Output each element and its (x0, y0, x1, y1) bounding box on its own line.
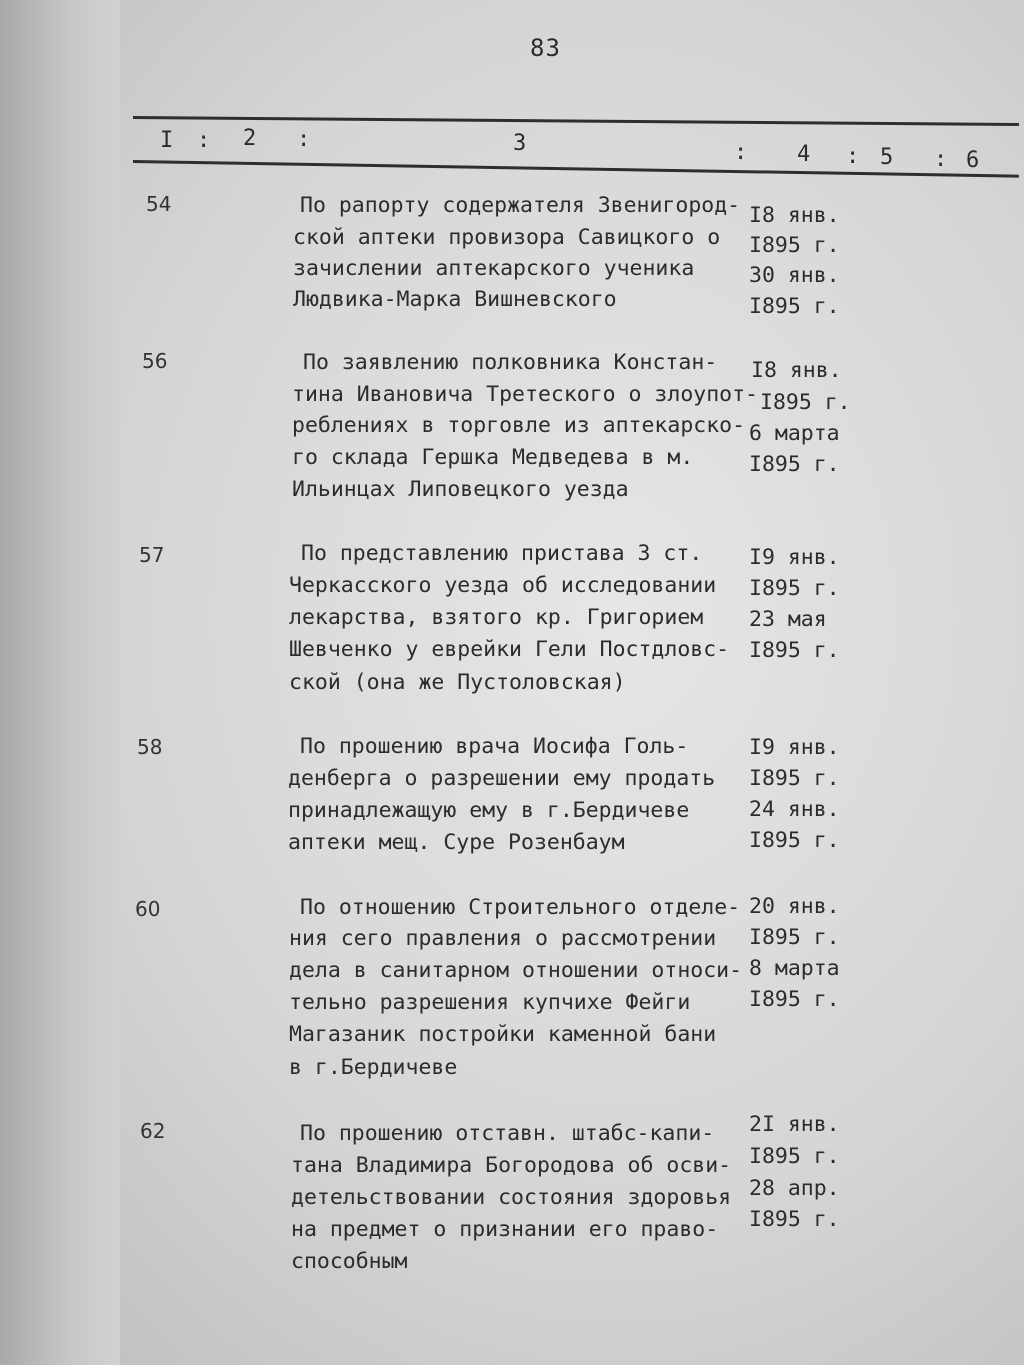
entry-description-line: детельствовании состояния здоровья (291, 1185, 732, 1210)
entry-description-line: аптеки мещ. Суре Розенбаум (288, 830, 625, 855)
entry-description-line: го склада Гершка Медведева в м. (292, 445, 694, 470)
entry-description-line: в г.Бердичеве (289, 1055, 458, 1080)
entry-number: 57 (139, 543, 165, 567)
col-header-1: I (160, 128, 174, 153)
entry-description-line: реблениях в торговле из аптекарско- (292, 413, 746, 438)
entry-date-line: I9 янв. (749, 545, 840, 570)
entry-description-line: Магазаник постройки каменной бани (289, 1022, 717, 1047)
entry-date-line: 8 марта (749, 956, 840, 981)
entry-date-line: I8 янв. (749, 203, 840, 228)
entry-date-line: 2I янв. (749, 1112, 840, 1137)
entry-date-line: I895 г. (749, 1207, 840, 1232)
entry-number: 58 (137, 735, 163, 759)
header-rule-top (133, 116, 1019, 126)
entry-description-line: По заявлению полковника Констан- (303, 350, 718, 375)
col-header-3: 3 (513, 131, 527, 156)
entry-description-line: По прошению врача Иосифа Голь- (300, 734, 689, 759)
entry-description-line: По отношению Строительного отделе- (300, 895, 741, 920)
entry-description-line: на предмет о признании его право- (291, 1217, 719, 1242)
entry-description-line: зачислении аптекарского ученика (293, 256, 695, 281)
entry-date-line: 28 апр. (749, 1176, 840, 1201)
entry-date-line: I9 янв. (749, 735, 840, 760)
entry-number: 54 (146, 192, 172, 216)
entry-description-line: Черкасского уезда об исследовании (289, 573, 717, 598)
entry-date-line: 30 янв. (749, 263, 840, 288)
entry-description-line: Ильинцах Липовецкого уезда (292, 477, 629, 502)
col-header-4: 4 (797, 142, 811, 167)
entry-description-line: денберга о разрешении ему продать (288, 766, 716, 791)
entry-date-line: I8 янв. (751, 358, 842, 383)
col-header-6: 6 (966, 148, 980, 173)
entry-description-line: По прошению отставн. штабс-капи- (300, 1121, 715, 1146)
entry-description-line: ской (она же Пустоловская) (289, 670, 626, 695)
entry-date-line: 23 мая (749, 607, 827, 632)
entry-date-line: I895 г. (749, 1144, 840, 1169)
entry-date-line: I895 г. (749, 925, 840, 950)
col-header-sep: : (297, 127, 311, 152)
entry-description-line: По рапорту содержателя Звенигород- (300, 193, 741, 218)
entry-description-line: тина Ивановича Третеского о злоупот- (292, 382, 758, 407)
entry-description-line: ния сего правления о рассмотрении (289, 926, 717, 951)
entry-date-line: 20 янв. (749, 894, 840, 919)
entry-description-line: лекарства, взятого кр. Григорием (289, 605, 704, 630)
entry-description-line: дела в санитарном отношении относи- (289, 958, 743, 983)
entry-date-line: I895 г. (749, 576, 840, 601)
col-header-5: 5 (880, 145, 894, 170)
entry-number: 56 (142, 349, 168, 373)
entry-date-line: I895 г. (749, 638, 840, 663)
entry-description-line: способным (291, 1249, 408, 1274)
entry-description-line: Людвика-Марка Вишневского (293, 287, 617, 312)
col-header-sep: : (734, 140, 748, 165)
entry-description-line: принадлежащую ему в г.Бердичеве (288, 798, 690, 823)
col-header-sep: : (197, 128, 211, 153)
entry-date-line: I895 г. (749, 987, 840, 1012)
entry-description-line: тельно разрешения купчихе Фейги (289, 990, 691, 1015)
entry-date-line: 24 янв. (749, 797, 840, 822)
entry-number: 62 (140, 1119, 166, 1143)
entry-number: 60 (135, 897, 161, 921)
col-header-sep: : (934, 147, 948, 172)
entry-date-line: 6 марта (749, 421, 840, 446)
entry-date-line: I895 г. (749, 452, 840, 477)
entry-description-line: ской аптеки провизора Савицкого о (293, 225, 721, 250)
page-left-margin (0, 0, 120, 1365)
entry-date-line: I895 г. (749, 233, 840, 258)
entry-date-line: I895 г. (749, 828, 840, 853)
entry-description-line: По представлению пристава 3 ст. (301, 541, 703, 566)
page-number: 83 (530, 34, 561, 62)
col-header-sep: : (846, 144, 860, 169)
entry-date-line: I895 г. (749, 766, 840, 791)
entry-date-line: I895 г. (760, 390, 851, 415)
entry-description-line: тана Владимира Богородова об осви- (291, 1153, 732, 1178)
col-header-2: 2 (243, 126, 257, 151)
entry-date-line: I895 г. (749, 294, 840, 319)
entry-description-line: Шевченко у еврейки Гели Постдловс- (289, 637, 730, 662)
